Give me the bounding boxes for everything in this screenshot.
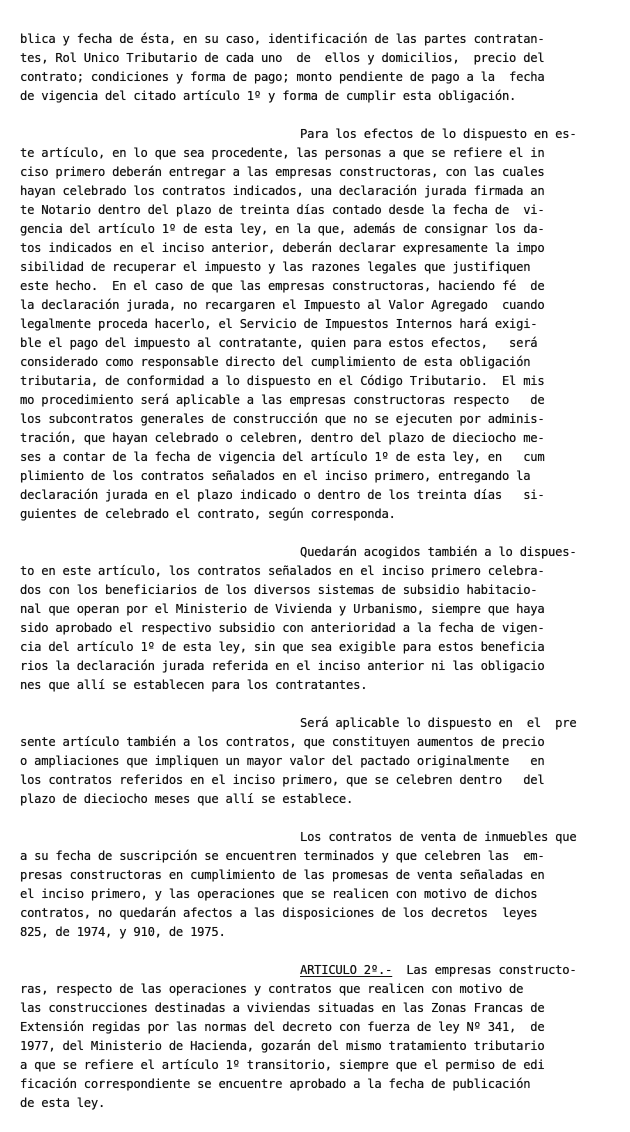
text-line: contrato; condiciones y forma de pago; monto pendiente de pago a la fecha: [20, 70, 545, 84]
text-line: presas constructoras en cumplimiento de las promesas de venta señaladas en: [20, 868, 545, 882]
paragraph-contract-details: [20, 30, 620, 106]
text-line: dos con los beneficiarios de los diversos sistemas de subsidio habitacio-: [20, 583, 538, 597]
text-line: Los contratos de venta de inmuebles que: [300, 830, 577, 844]
text-line: guientes de celebrado el contrato, según corresponda.: [20, 507, 396, 521]
text-line: Quedarán acogidos también a lo dispues-: [300, 545, 577, 559]
text-line: este hecho. En el caso de que las empresas constructoras, haciendo fé de: [20, 279, 545, 293]
text-line: las construcciones destinadas a viviendas situadas en las Zonas Francas de: [20, 1001, 545, 1015]
text-line: ble el pago del impuesto al contratante, quien para estos efectos, será: [20, 336, 538, 350]
text-line: Extensión regidas por las normas del decreto con fuerza de ley Nº 341, de: [20, 1020, 545, 1034]
text-line: los subcontratos generales de construcción que no se ejecuten por adminis-: [20, 412, 545, 426]
paragraph-sworn-declaration: [20, 125, 620, 524]
text-line: cia del artículo 1º de esta ley, sin que sea exigible para estos beneficia: [20, 640, 545, 654]
text-line: o ampliaciones que impliquen un mayor valor del pactado originalmente en: [20, 754, 545, 768]
text-line: legalmente proceda hacerlo, el Servicio de Impuestos Internos hará exigi-: [20, 317, 538, 331]
text-line: sibilidad de recuperar el impuesto y las razones legales que justifiquen: [20, 260, 531, 274]
text-line: a su fecha de suscripción se encuentren terminados y que celebren las em-: [20, 849, 545, 863]
text-line: mo procedimiento será aplicable a las empresas constructoras respecto de: [20, 393, 545, 407]
text-line: plimiento de los contratos señalados en el inciso primero, entregando la: [20, 469, 531, 483]
text-line: Será aplicable lo dispuesto en el pre: [300, 716, 577, 730]
text-line: te artículo, en lo que sea procedente, las personas a que se refiere el in: [20, 146, 545, 160]
text-line: rios la declaración jurada referida en el inciso anterior ni las obligacio: [20, 659, 545, 673]
text-line: plazo de dieciocho meses que allí se establece.: [20, 792, 354, 806]
text-line: tributaria, de conformidad a lo dispuesto en el Código Tributario. El mis: [20, 374, 545, 388]
text-line: contratos, no quedarán afectos a las disposiciones de los decretos leyes: [20, 906, 538, 920]
text-line: ras, respecto de las operaciones y contratos que realicen con motivo de: [20, 982, 524, 996]
text-line: la declaración jurada, no recargaren el Impuesto al Valor Agregado cuando: [20, 298, 545, 312]
text-line: 1977, del Ministerio de Hacienda, gozarán del mismo tratamiento tributario: [20, 1039, 545, 1053]
paragraph-housing-subsidy: [20, 543, 620, 695]
text-line: blica y fecha de ésta, en su caso, identificación de las partes contratan-: [20, 32, 545, 46]
text-line: tos indicados en el inciso anterior, deberán declarar expresamente la impo: [20, 241, 545, 255]
text-line: [20, 961, 620, 980]
text-line: nal que operan por el Ministerio de Vivienda y Urbanismo, siempre que haya: [20, 602, 545, 616]
document-page: [20, 30, 620, 1132]
text-line: sente artículo también a los contratos, que constituyen aumentos de precio: [20, 735, 545, 749]
text-line: sido aprobado el respectivo subsidio con anterioridad a la fecha de vigen-: [20, 621, 545, 635]
paragraph-article-2: [20, 961, 620, 1113]
text-line: de esta ley.: [20, 1096, 106, 1110]
text-line: tes, Rol Unico Tributario de cada uno de ellos y domicilios, precio del: [20, 51, 545, 65]
text-line: hayan celebrado los contratos indicados, una declaración jurada firmada an: [20, 184, 545, 198]
paragraph-price-increases: [20, 714, 620, 809]
text-span: Las empresas constructo-: [392, 963, 577, 977]
text-line: ses a contar de la fecha de vigencia del artículo 1º de esta ley, en cum: [20, 450, 545, 464]
article-heading: ARTICULO 2º.-: [300, 963, 393, 977]
text-line: gencia del artículo 1º de esta ley, en la que, además de consignar los da-: [20, 222, 545, 236]
text-line: de vigencia del citado artículo 1º y forma de cumplir esta obligación.: [20, 89, 517, 103]
text-line: te Notario dentro del plazo de treinta días contado desde la fecha de vi-: [20, 203, 545, 217]
text-line: declaración jurada en el plazo indicado o dentro de los treinta días si-: [20, 488, 545, 502]
text-line: considerado como responsable directo del cumplimiento de esta obligación: [20, 355, 531, 369]
text-line: ficación correspondiente se encuentre aprobado a la fecha de publicación: [20, 1077, 531, 1091]
text-line: a que se refiere el artículo 1º transitorio, siempre que el permiso de edi: [20, 1058, 545, 1072]
text-line: nes que allí se establecen para los contratantes.: [20, 678, 368, 692]
text-line: ciso primero deberán entregar a las empresas constructoras, con las cuales: [20, 165, 545, 179]
text-line: Para los efectos de lo dispuesto en es-: [300, 127, 577, 141]
text-line: el inciso primero, y las operaciones que se realicen con motivo de dichos: [20, 887, 538, 901]
text-line: los contratos referidos en el inciso primero, que se celebren dentro del: [20, 773, 545, 787]
text-line: tración, que hayan celebrado o celebren, dentro del plazo de dieciocho me-: [20, 431, 545, 445]
text-line: 825, de 1974, y 910, de 1975.: [20, 925, 226, 939]
text-line: to en este artículo, los contratos señalados en el inciso primero celebra-: [20, 564, 545, 578]
paragraph-property-sales: [20, 828, 620, 942]
